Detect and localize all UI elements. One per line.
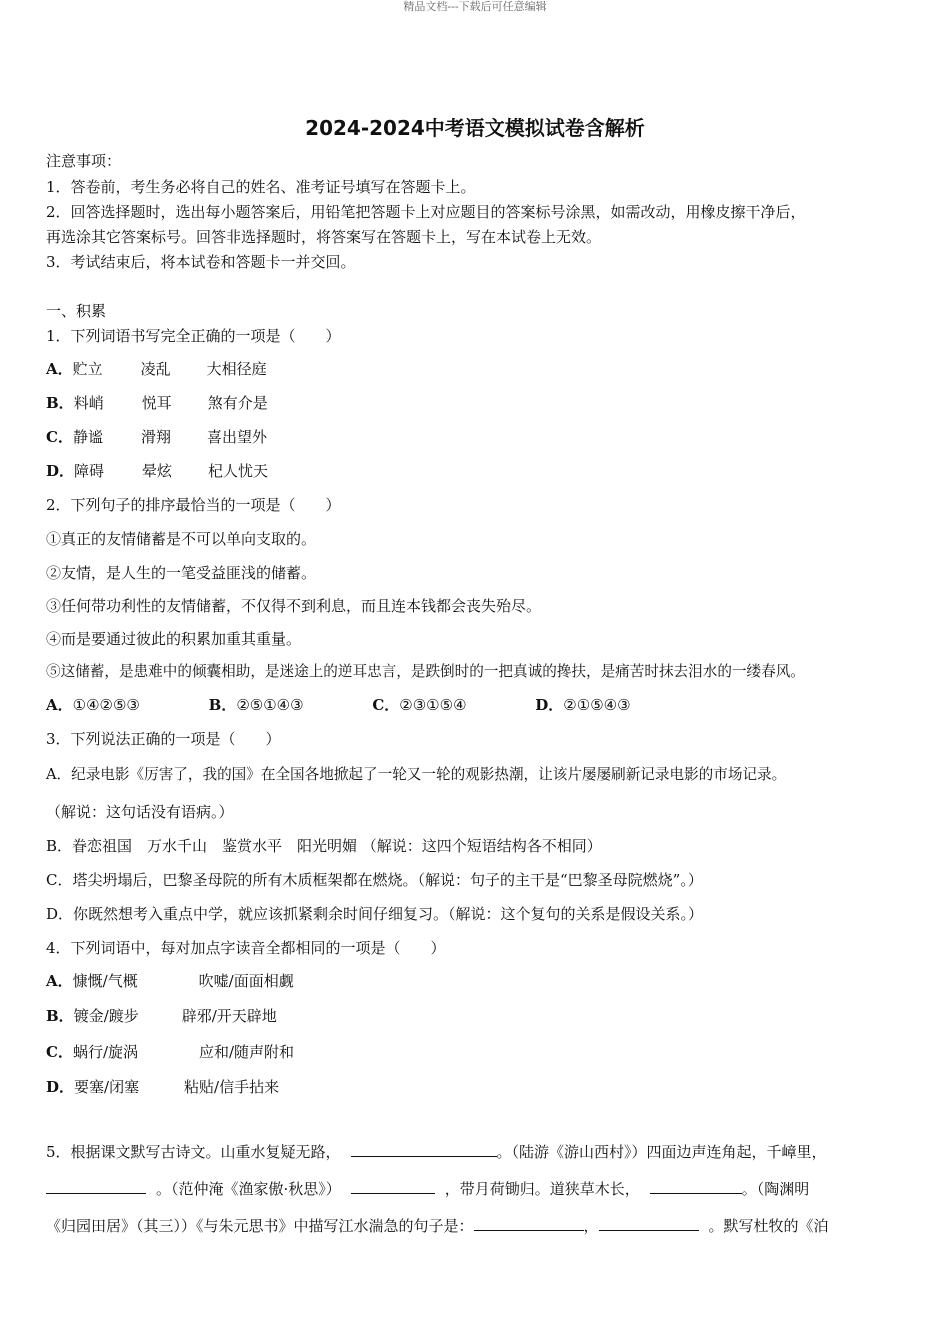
notice-heading: 注意事项： <box>46 152 122 170</box>
q3-option-c: C．塔尖坍塌后，巴黎圣母院的所有木质框架都在燃烧。（解说：句子的主干是“巴黎圣母院燃烧”。） <box>46 871 703 889</box>
q3-note: （解说：这句话没有语病。） <box>46 803 234 821</box>
answer-blank[interactable] <box>599 1215 699 1231</box>
section-heading: 一、积累 <box>46 302 107 320</box>
q3-option-b: B．眷恋祖国 万水千山 鉴赏水平 阳光明媚 （解说：这四个短语结构各不相同） <box>46 837 602 855</box>
q5-line-3: 《归园田居》（其三））《与朱元思书》中描写江水湍急的句子是： ， 。默写杜牧的《泊 <box>46 1217 829 1235</box>
header-note: 精品文档---下载后可任意编辑 <box>403 0 547 13</box>
answer-blank[interactable] <box>650 1178 742 1194</box>
q3-option-d: D．你既然想考入重点中学，就应该抓紧剩余时间仔细复习。（解说：这个复句的关系是假设关系。） <box>46 905 704 923</box>
q2-sentence: ⑤这储蓄，是患难中的倾囊相助，是迷途上的逆耳忠言，是跌倒时的一把真诚的搀扶，是痛苦时抹去泪水的一缕春风。 <box>46 663 805 680</box>
q3-stem: 3．下列说法正确的一项是（ ） <box>46 730 281 748</box>
q2-sentence: ④而是要通过彼此的积累加重其重量。 <box>46 630 302 648</box>
q2-options: A．①④②⑤③ B．②⑤①④③ C．②③①⑤④ D．②①⑤④③ <box>46 696 631 714</box>
q5-line-1: 5．根据课文默写古诗文。山重水复疑无路， 。（陆游《游山西村》）四面边声连角起，千嶂里， <box>46 1143 827 1161</box>
answer-blank[interactable] <box>351 1178 435 1194</box>
page-title: 2024-2024中考语文模拟试卷含解析 <box>305 116 645 140</box>
q1-option-d: D．障碍 晕炫 杞人忧天 <box>46 462 269 480</box>
notice-item: 1．答卷前，考生务必将自己的姓名、准考证号填写在答题卡上。 <box>46 178 476 196</box>
q2-sentence: ①真正的友情储蓄是不可以单向支取的。 <box>46 530 317 548</box>
q2-sentence: ②友情，是人生的一笔受益匪浅的储蓄。 <box>46 564 317 582</box>
q4-stem: 4．下列词语中，每对加点字读音全都相同的一项是（ ） <box>46 939 446 957</box>
answer-blank[interactable] <box>351 1141 497 1157</box>
q4-option-a: A．慷慨/气概 吹嘘/面面相觑 <box>46 972 294 990</box>
q1-option-b: B．料峭 悦耳 煞有介是 <box>46 394 268 412</box>
notice-item: 再选涂其它答案标号。回答非选择题时，将答案写在答题卡上，写在本试卷上无效。 <box>46 228 602 246</box>
q1-option-c: C．静谧 滑翔 喜出望外 <box>46 428 267 446</box>
q4-option-b: B．镀金/踱步 辟邪/开天辟地 <box>46 1007 277 1025</box>
q1-option-a: A．贮立 凌乱 大相径庭 <box>46 360 267 378</box>
q4-option-c: C．蜗行/旋涡 应和/随声附和 <box>46 1043 295 1061</box>
q3-option-a: A．纪录电影《厉害了，我的国》在全国各地掀起了一轮又一轮的观影热潮，让该片屡屡刷新记录电影的市场记录。 <box>46 766 787 783</box>
q2-sentence: ③任何带功利性的友情储蓄，不仅得不到利息，而且连本钱都会丧失殆尽。 <box>46 597 542 615</box>
q4-option-d: D．要塞/闭塞 粘贴/信手拈来 <box>46 1078 280 1096</box>
notice-item: 3．考试结束后，将本试卷和答题卡一并交回。 <box>46 253 356 271</box>
q2-stem: 2．下列句子的排序最恰当的一项是（ ） <box>46 496 341 514</box>
notice-item: 2．回答选择题时，选出每小题答案后，用铅笔把答题卡上对应题目的答案标号涂黑，如需改动，用橡皮擦干净后， <box>46 203 806 221</box>
q1-stem: 1．下列词语书写完全正确的一项是（ ） <box>46 327 341 345</box>
q5-line-2: 。（范仲淹《渔家傲·秋思》） ，带月荷锄归。道狭草木长， 。（陶渊明 <box>46 1178 809 1199</box>
answer-blank[interactable] <box>474 1215 584 1231</box>
answer-blank[interactable] <box>46 1178 146 1194</box>
